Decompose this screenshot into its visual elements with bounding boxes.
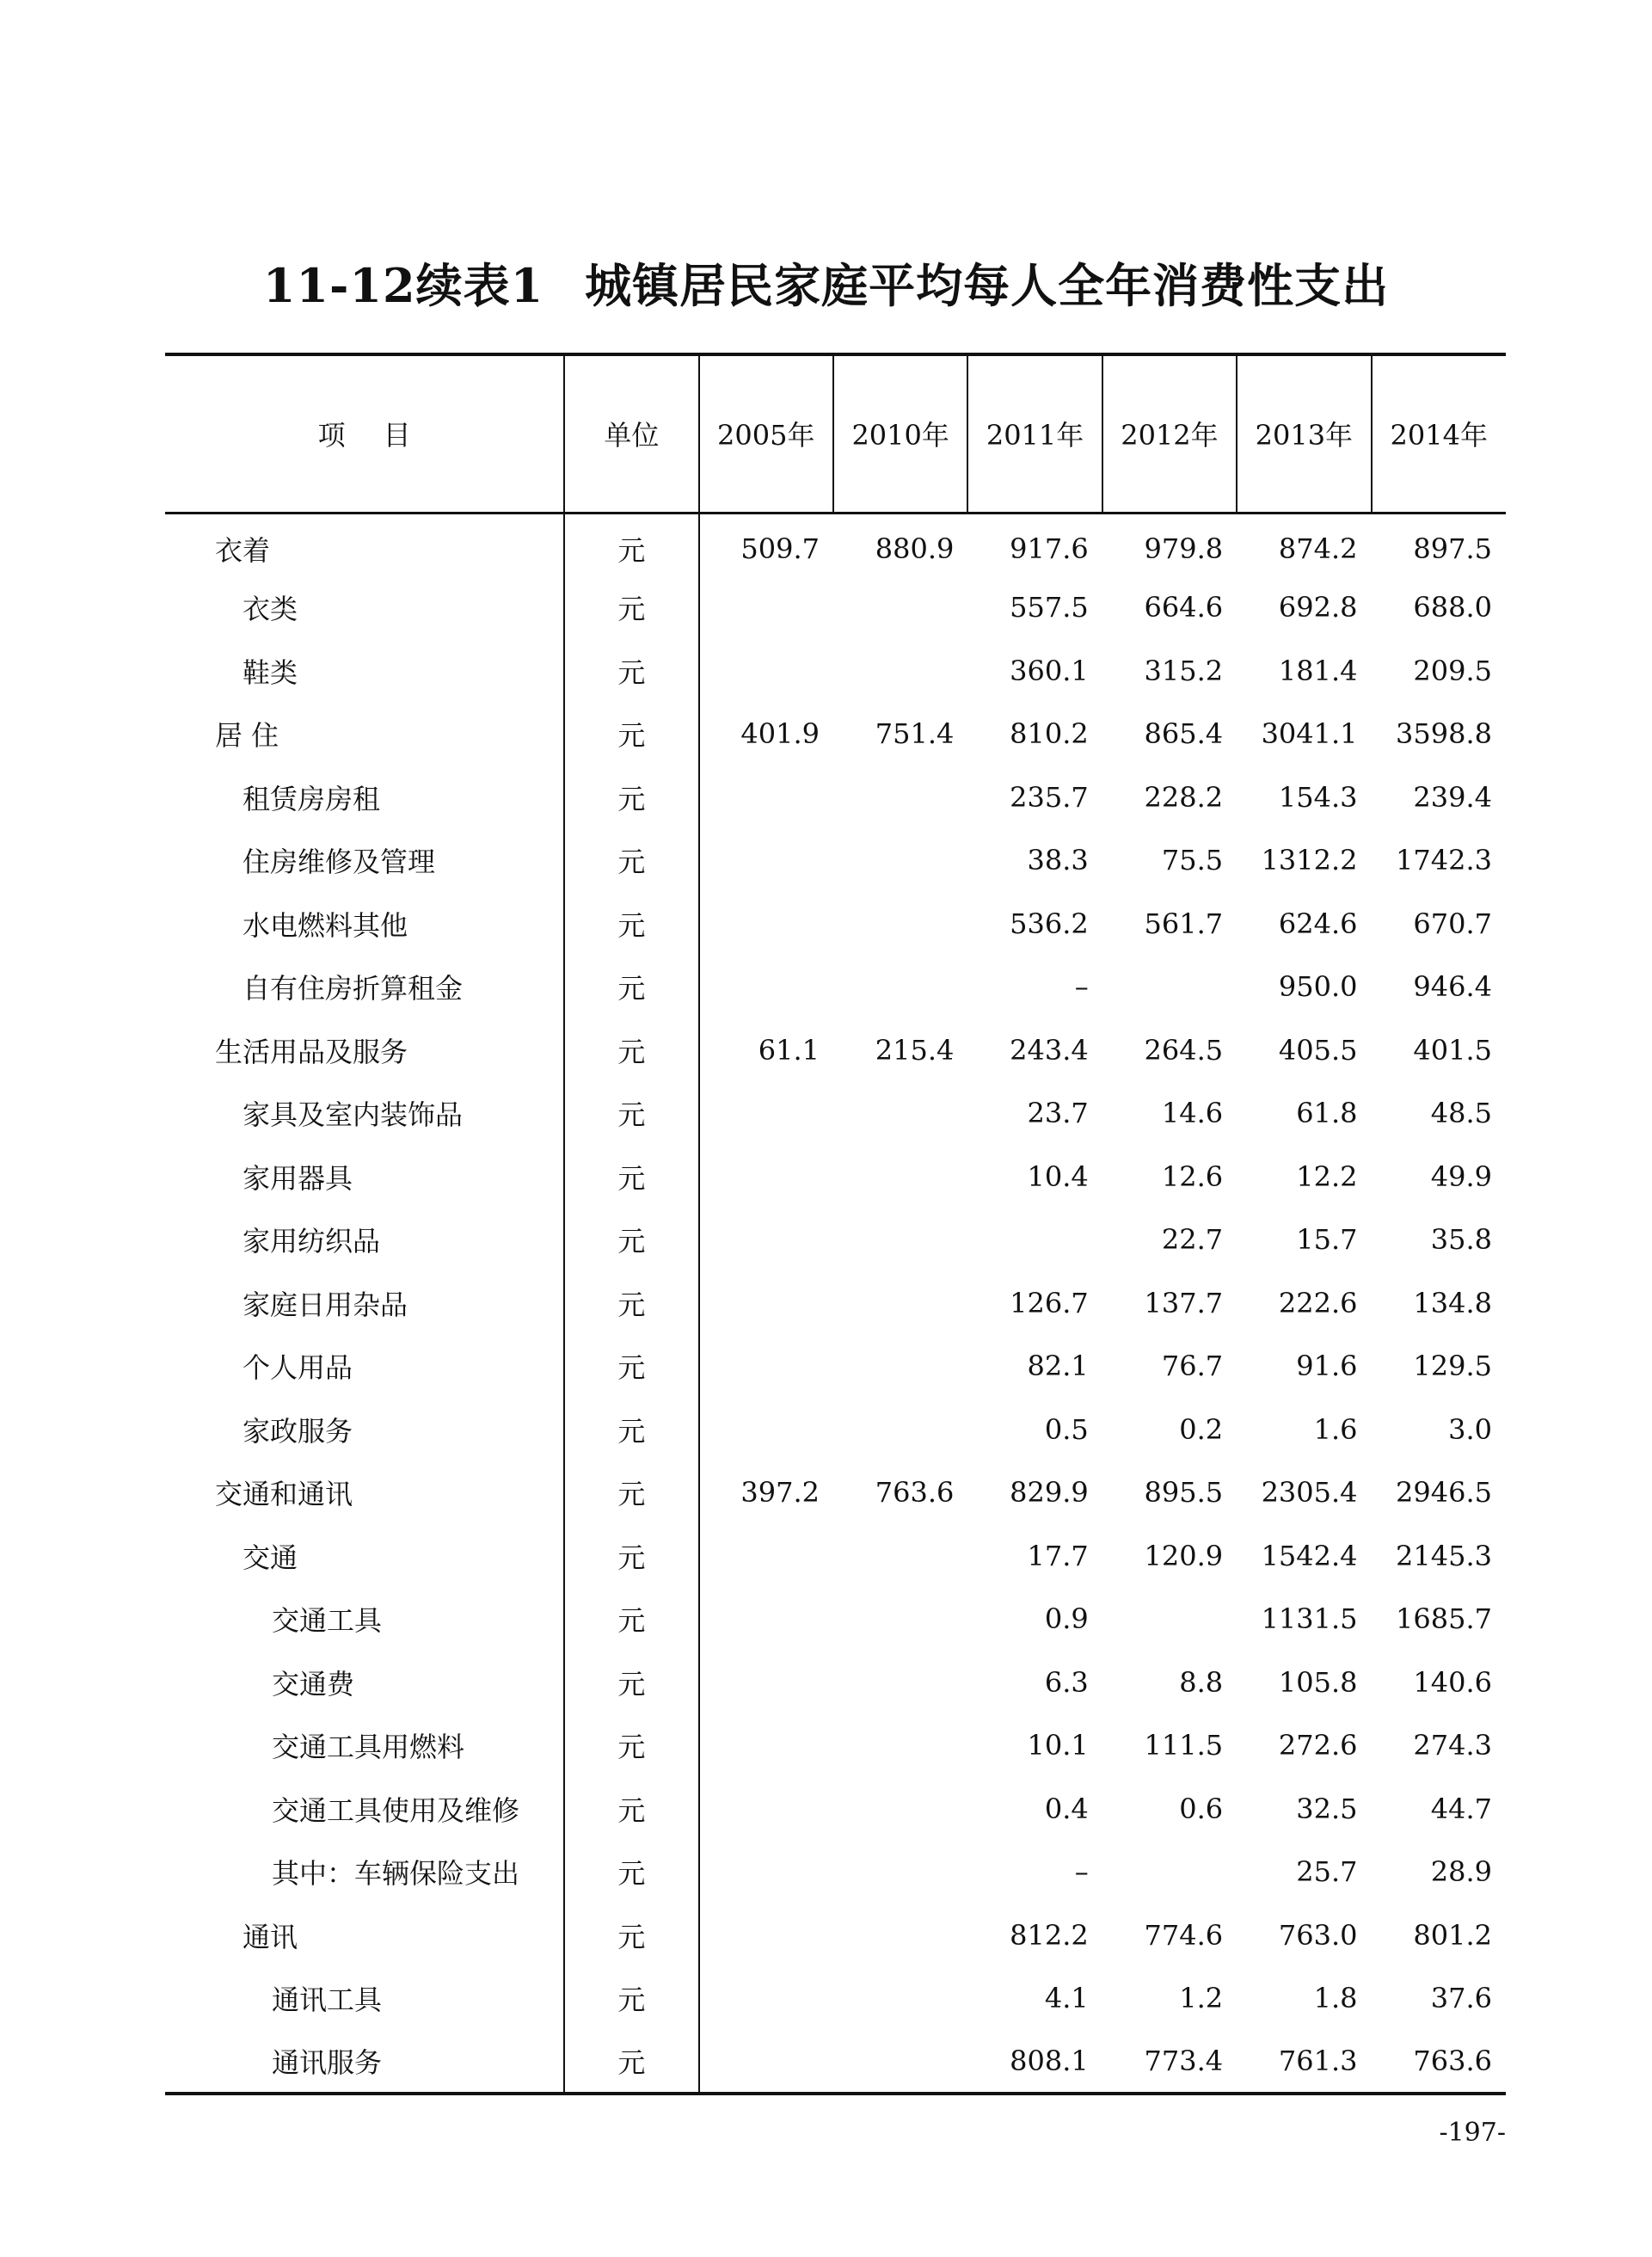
value-cell: 126.7	[1010, 1286, 1089, 1319]
value-cell	[699, 639, 833, 703]
value-cell	[833, 1271, 967, 1335]
value-cell: 228.2	[1144, 780, 1224, 814]
row-unit: 元	[564, 956, 698, 1019]
row-label: 交通费	[272, 1667, 355, 1700]
value-cell: 917.6	[1010, 532, 1089, 565]
value-cell: 4.1	[1044, 1982, 1089, 2015]
row-label: 鞋类	[243, 655, 298, 689]
column-header-year: 2012年	[1102, 354, 1237, 513]
table-row	[165, 1841, 1506, 1904]
value-cell: 75.5	[1161, 844, 1224, 877]
value-cell: 10.4	[1027, 1159, 1089, 1193]
value-cell	[1102, 1841, 1237, 1904]
value-cell	[833, 829, 967, 893]
value-cell: 272.6	[1278, 1729, 1358, 1762]
value-cell: 22.7	[1161, 1223, 1224, 1257]
page-number: -197-	[1439, 2118, 1506, 2148]
value-cell: 3598.8	[1396, 717, 1492, 751]
row-unit: 元	[564, 1335, 698, 1399]
table-row	[165, 1208, 1506, 1272]
table-row	[165, 639, 1506, 703]
row-label: 交通和通讯	[215, 1478, 353, 1511]
row-label: 个人用品	[243, 1351, 353, 1385]
row-unit: 元	[564, 1714, 698, 1778]
table-number: 11-12续表1	[262, 258, 544, 313]
table-row	[165, 576, 1506, 640]
row-label: 交通工具使用及维修	[272, 1793, 520, 1827]
row-unit: 元	[564, 576, 698, 640]
value-cell: 774.6	[1144, 1918, 1224, 1952]
row-unit: 元	[564, 1398, 698, 1461]
value-cell	[833, 1714, 967, 1778]
value-cell: 15.7	[1296, 1223, 1358, 1257]
value-cell: 2145.3	[1396, 1539, 1492, 1572]
value-cell: 509.7	[699, 513, 833, 576]
table-row	[165, 1524, 1506, 1588]
row-label: 家具及室内装饰品	[243, 1098, 464, 1132]
value-cell	[699, 1967, 833, 2031]
row-unit: 元	[564, 766, 698, 829]
value-cell: 48.5	[1430, 1097, 1492, 1130]
column-header-year: 2014年	[1372, 354, 1506, 513]
row-label: 交通工具	[272, 1604, 383, 1638]
table-row	[165, 766, 1506, 829]
value-cell: 405.5	[1278, 1033, 1358, 1067]
row-label: 交通工具用燃料	[272, 1731, 465, 1764]
value-cell: 670.7	[1413, 907, 1492, 940]
value-cell: 763.6	[875, 1476, 955, 1510]
value-cell	[699, 892, 833, 956]
value-cell	[833, 1651, 967, 1714]
row-unit: 元	[564, 513, 698, 576]
value-cell: 763.6	[1372, 2030, 1506, 2094]
value-cell: 12.2	[1296, 1159, 1358, 1193]
row-label: 租赁房房租	[243, 782, 381, 815]
table-row	[165, 1903, 1506, 1967]
value-cell: 76.7	[1161, 1350, 1224, 1383]
value-cell: 895.5	[1144, 1476, 1224, 1510]
value-cell	[699, 1208, 833, 1272]
row-unit: 元	[564, 829, 698, 893]
row-unit: 元	[564, 1461, 698, 1525]
table-row	[165, 1082, 1506, 1146]
value-cell: 23.7	[1027, 1097, 1089, 1130]
value-cell: 129.5	[1413, 1350, 1492, 1383]
value-cell: 865.4	[1144, 717, 1224, 751]
value-cell: 35.8	[1430, 1223, 1492, 1257]
row-unit: 元	[564, 639, 698, 703]
table-row	[165, 1145, 1506, 1208]
value-cell: 979.8	[1144, 532, 1224, 565]
value-cell: 25.7	[1296, 1855, 1358, 1889]
table-row	[165, 1588, 1506, 1651]
value-cell: 181.4	[1278, 654, 1358, 687]
value-cell	[833, 1335, 967, 1399]
value-cell: 154.3	[1278, 780, 1358, 814]
value-cell: 10.1	[1027, 1729, 1089, 1762]
column-header-year: 2010年	[833, 354, 967, 513]
value-cell	[699, 829, 833, 893]
value-cell: 6.3	[1044, 1665, 1089, 1699]
row-unit: 元	[564, 2030, 698, 2094]
row-label: 家用纺织品	[243, 1225, 381, 1258]
value-cell	[699, 2030, 833, 2094]
value-cell	[833, 1208, 967, 1272]
table-row	[165, 1967, 1506, 2031]
value-cell	[967, 1208, 1102, 1272]
value-cell	[699, 1082, 833, 1146]
table-row	[165, 956, 1506, 1019]
value-cell: 82.1	[1027, 1350, 1089, 1383]
value-cell	[1102, 1588, 1237, 1651]
value-cell: 61.1	[699, 1018, 833, 1082]
value-cell: 1685.7	[1396, 1602, 1492, 1636]
value-cell: 134.8	[1413, 1286, 1492, 1319]
value-cell: 2946.5	[1396, 1476, 1492, 1510]
value-cell: 761.3	[1237, 2030, 1371, 2094]
value-cell: 140.6	[1413, 1665, 1492, 1699]
row-unit: 元	[564, 1651, 698, 1714]
value-cell: 397.2	[699, 1461, 833, 1525]
value-cell	[699, 1777, 833, 1841]
table-row	[165, 892, 1506, 956]
row-unit: 元	[564, 1967, 698, 2031]
value-cell: 14.6	[1161, 1097, 1224, 1130]
value-cell: 0.9	[1044, 1602, 1089, 1636]
value-cell: 0.4	[1044, 1792, 1089, 1825]
value-cell: 808.1	[967, 2030, 1102, 2094]
value-cell	[699, 1903, 833, 1967]
value-cell: 557.5	[1010, 591, 1089, 624]
value-cell	[833, 1588, 967, 1651]
row-label: 家庭日用杂品	[243, 1288, 408, 1321]
value-cell	[699, 1841, 833, 1904]
value-cell: 360.1	[1010, 654, 1089, 687]
table-row	[165, 703, 1506, 766]
row-unit: 元	[564, 1018, 698, 1082]
value-cell: 401.9	[699, 703, 833, 766]
value-cell	[833, 1524, 967, 1588]
table-row	[165, 1335, 1506, 1399]
value-cell: 315.2	[1144, 654, 1224, 687]
value-cell	[699, 576, 833, 640]
row-unit: 元	[564, 1208, 698, 1272]
row-unit: 元	[564, 1903, 698, 1967]
header-row	[165, 354, 1506, 513]
table-row	[165, 2030, 1506, 2094]
row-label: 衣类	[243, 593, 298, 626]
value-cell	[833, 1903, 967, 1967]
row-label: 居 住	[215, 719, 279, 753]
value-cell	[699, 1398, 833, 1461]
row-unit: 元	[564, 1588, 698, 1651]
value-cell: 243.4	[1010, 1033, 1089, 1067]
value-cell	[699, 1271, 833, 1335]
value-cell	[833, 892, 967, 956]
value-cell: 950.0	[1278, 970, 1358, 1004]
value-cell: 561.7	[1144, 907, 1224, 940]
value-cell: 49.9	[1430, 1159, 1492, 1193]
table-title: 城镇居民家庭平均每人全年消费性支出	[585, 258, 1390, 313]
value-cell: 12.6	[1161, 1159, 1224, 1193]
value-cell: 37.6	[1430, 1982, 1492, 2015]
page-title	[0, 249, 1652, 316]
value-cell	[699, 1588, 833, 1651]
value-cell	[833, 1398, 967, 1461]
value-cell: 812.2	[1010, 1918, 1089, 1952]
row-unit: 元	[564, 703, 698, 766]
row-label: 生活用品及服务	[215, 1035, 408, 1068]
value-cell: 664.6	[1144, 591, 1224, 624]
row-label: 其中：车辆保险支出	[272, 1857, 520, 1891]
table-body	[165, 513, 1506, 2094]
value-cell: 688.0	[1413, 591, 1492, 624]
value-cell	[833, 1841, 967, 1904]
value-cell: 28.9	[1430, 1855, 1492, 1889]
value-cell	[1102, 956, 1237, 1019]
value-cell: 0.5	[1044, 1412, 1089, 1446]
value-cell	[699, 1335, 833, 1399]
column-header-unit: 单位	[564, 354, 698, 513]
value-cell: 3041.1	[1261, 717, 1358, 751]
value-cell: –	[1074, 1855, 1089, 1889]
row-label: 住房维修及管理	[243, 846, 436, 879]
value-cell: 2305.4	[1261, 1476, 1358, 1510]
value-cell: 829.9	[1010, 1476, 1089, 1510]
value-cell: 763.0	[1278, 1918, 1358, 1952]
value-cell: 274.3	[1413, 1729, 1492, 1762]
value-cell: 44.7	[1430, 1792, 1492, 1825]
row-unit: 元	[564, 1524, 698, 1588]
value-cell: 32.5	[1296, 1792, 1358, 1825]
value-cell	[833, 639, 967, 703]
value-cell: 946.4	[1413, 970, 1492, 1004]
value-cell: 239.4	[1413, 780, 1492, 814]
value-cell: 1.6	[1313, 1412, 1358, 1446]
value-cell: 401.5	[1413, 1033, 1492, 1067]
value-cell	[833, 766, 967, 829]
value-cell	[699, 1145, 833, 1208]
value-cell: 38.3	[1027, 844, 1089, 877]
value-cell: 1.8	[1313, 1982, 1358, 2015]
value-cell	[699, 766, 833, 829]
value-cell	[699, 956, 833, 1019]
value-cell: 773.4	[1102, 2030, 1237, 2094]
value-cell: 61.8	[1296, 1097, 1358, 1130]
value-cell	[699, 1714, 833, 1778]
row-label: 家政服务	[243, 1414, 353, 1448]
row-label: 自有住房折算租金	[243, 972, 464, 1006]
row-unit: 元	[564, 1082, 698, 1146]
table-row	[165, 1461, 1506, 1525]
value-cell: 264.5	[1144, 1033, 1224, 1067]
value-cell: 120.9	[1144, 1539, 1224, 1572]
value-cell: 810.2	[1010, 717, 1089, 751]
value-cell	[833, 1082, 967, 1146]
value-cell: 801.2	[1413, 1918, 1492, 1952]
value-cell	[833, 956, 967, 1019]
table-row	[165, 1271, 1506, 1335]
row-label: 通讯	[243, 1920, 298, 1953]
value-cell: 215.4	[875, 1033, 955, 1067]
value-cell: 897.5	[1413, 532, 1492, 565]
table-row	[165, 829, 1506, 893]
row-label: 水电燃料其他	[243, 908, 408, 942]
value-cell: 1312.2	[1261, 844, 1358, 877]
row-label: 通讯服务	[165, 2030, 564, 2094]
value-cell: 137.7	[1144, 1286, 1224, 1319]
value-cell	[833, 1967, 967, 2031]
table-row	[165, 1398, 1506, 1461]
table-row	[165, 513, 1506, 576]
value-cell	[699, 1651, 833, 1714]
value-cell	[833, 1777, 967, 1841]
value-cell: 880.9	[875, 532, 955, 565]
column-header-item: 项 目	[165, 354, 564, 513]
row-label: 通讯工具	[272, 1983, 383, 2017]
value-cell	[833, 2030, 967, 2094]
value-cell: 624.6	[1278, 907, 1358, 940]
value-cell: 874.2	[1278, 532, 1358, 565]
value-cell	[833, 576, 967, 640]
table-row	[165, 1018, 1506, 1082]
column-header-year: 2013年	[1237, 354, 1371, 513]
value-cell: 751.4	[875, 717, 955, 751]
value-cell	[833, 1145, 967, 1208]
value-cell: 105.8	[1278, 1665, 1358, 1699]
table-row	[165, 1714, 1506, 1778]
value-cell: 3.0	[1448, 1412, 1492, 1446]
table-row	[165, 1777, 1506, 1841]
row-label: 交通	[243, 1541, 298, 1574]
expenditure-table	[165, 353, 1506, 2095]
row-label: 家用器具	[243, 1161, 353, 1195]
value-cell: 8.8	[1179, 1665, 1224, 1699]
value-cell: 536.2	[1010, 907, 1089, 940]
row-unit: 元	[564, 892, 698, 956]
value-cell: 111.5	[1144, 1729, 1224, 1762]
value-cell: 91.6	[1296, 1350, 1358, 1383]
value-cell	[699, 1524, 833, 1588]
value-cell: 222.6	[1278, 1286, 1358, 1319]
value-cell: 235.7	[1010, 780, 1089, 814]
table-row	[165, 1651, 1506, 1714]
value-cell: 209.5	[1413, 654, 1492, 687]
row-label: 衣着	[215, 533, 271, 567]
row-unit: 元	[564, 1145, 698, 1208]
row-unit: 元	[564, 1841, 698, 1904]
value-cell: 17.7	[1027, 1539, 1089, 1572]
value-cell: 1.2	[1179, 1982, 1224, 2015]
row-unit: 元	[564, 1777, 698, 1841]
value-cell: 1542.4	[1261, 1539, 1358, 1572]
value-cell: 0.2	[1179, 1412, 1224, 1446]
column-header-year: 2005年	[699, 354, 833, 513]
value-cell: 1131.5	[1261, 1602, 1358, 1636]
column-header-year: 2011年	[967, 354, 1102, 513]
row-unit: 元	[564, 1271, 698, 1335]
value-cell: 1742.3	[1396, 844, 1492, 877]
value-cell: 692.8	[1278, 591, 1358, 624]
value-cell: 0.6	[1179, 1792, 1224, 1825]
value-cell: –	[1074, 970, 1089, 1004]
